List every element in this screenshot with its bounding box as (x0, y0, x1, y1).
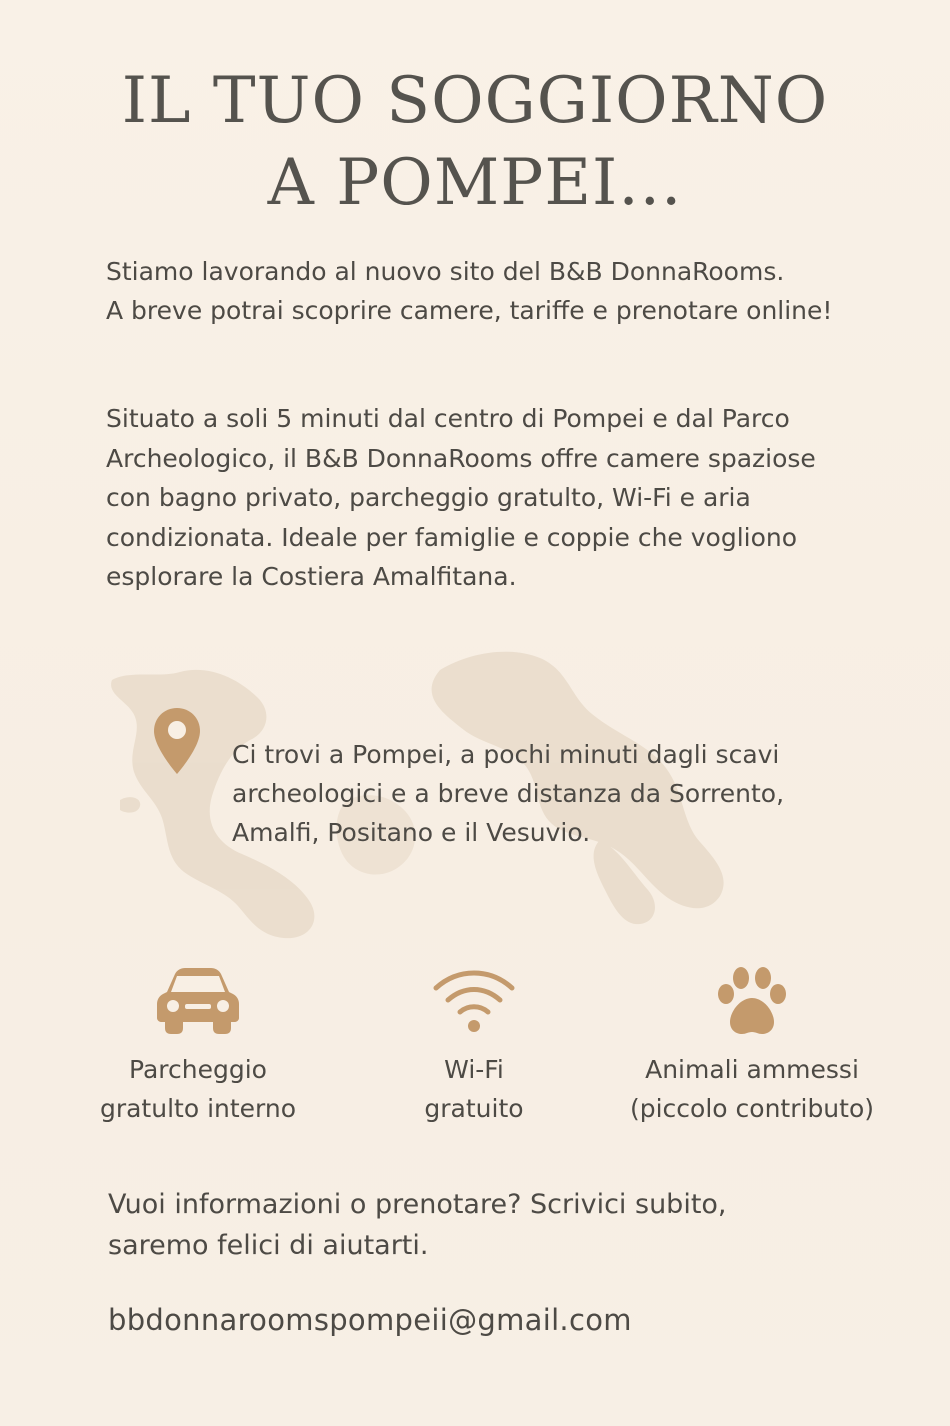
contact-line-1: Vuoi informazioni o prenotare? Scrivici subito, (108, 1189, 727, 1220)
amenity-pets-label (602, 1050, 902, 1128)
map-shape-islet (120, 797, 140, 813)
page-title (0, 60, 950, 224)
car-icon (157, 966, 239, 1036)
amenity-wifi-label (324, 1050, 624, 1128)
intro-text (106, 252, 886, 330)
amenity-wifi-line-1: Wi-Fi (444, 1055, 504, 1084)
amenity-pets-line-1: Animali ammessi (645, 1055, 859, 1084)
amenity-parking-line-1: Parcheggio (129, 1055, 267, 1084)
amenity-pets-line-2: (piccolo contributo) (629, 1094, 875, 1123)
amenity-wifi (324, 966, 624, 1128)
contact-text (108, 1184, 868, 1266)
intro-line-1: Stiamo lavorando al nuovo sito del B&B DonnaRooms. (106, 257, 785, 286)
amenity-wifi-line-2: gratuito (424, 1094, 524, 1123)
map-pin-icon (152, 706, 202, 776)
location-text: Ci trovi a Pompei, a pochi minuti dagli scavi archeologici e a breve distanza da Sorrento, Amalfi, Positano e il Vesuvio. (232, 740, 785, 847)
intro-line-2: A breve potrai scoprire camere, tariffe e prenotare online! (106, 296, 833, 325)
contact-line-2: saremo felici di aiutarti. (108, 1230, 429, 1261)
email-link[interactable]: bbdonnaroomspompeii@gmail.com (108, 1303, 632, 1337)
amenity-parking-label (48, 1050, 348, 1128)
amenity-pets (602, 966, 902, 1128)
page-title-line-1: IL TUO SOGGIORNO (121, 64, 829, 138)
description-text: Situato a soli 5 minuti dal centro di Pompei e dal Parco Archeologico, il B&B DonnaRooms offre camere spaziose con bagno privato, parcheggio gratulto, Wi-Fi e aria condizionata. Ideale per famiglie e coppie che vogliono esplorare la Costiera Amalfitana. (106, 404, 816, 591)
amenity-parking (48, 966, 348, 1128)
wifi-icon (432, 966, 516, 1036)
page-title-line-2: A POMPEI... (267, 146, 683, 220)
paw-icon (716, 966, 788, 1036)
amenity-parking-line-2: gratulto interno (99, 1094, 297, 1123)
